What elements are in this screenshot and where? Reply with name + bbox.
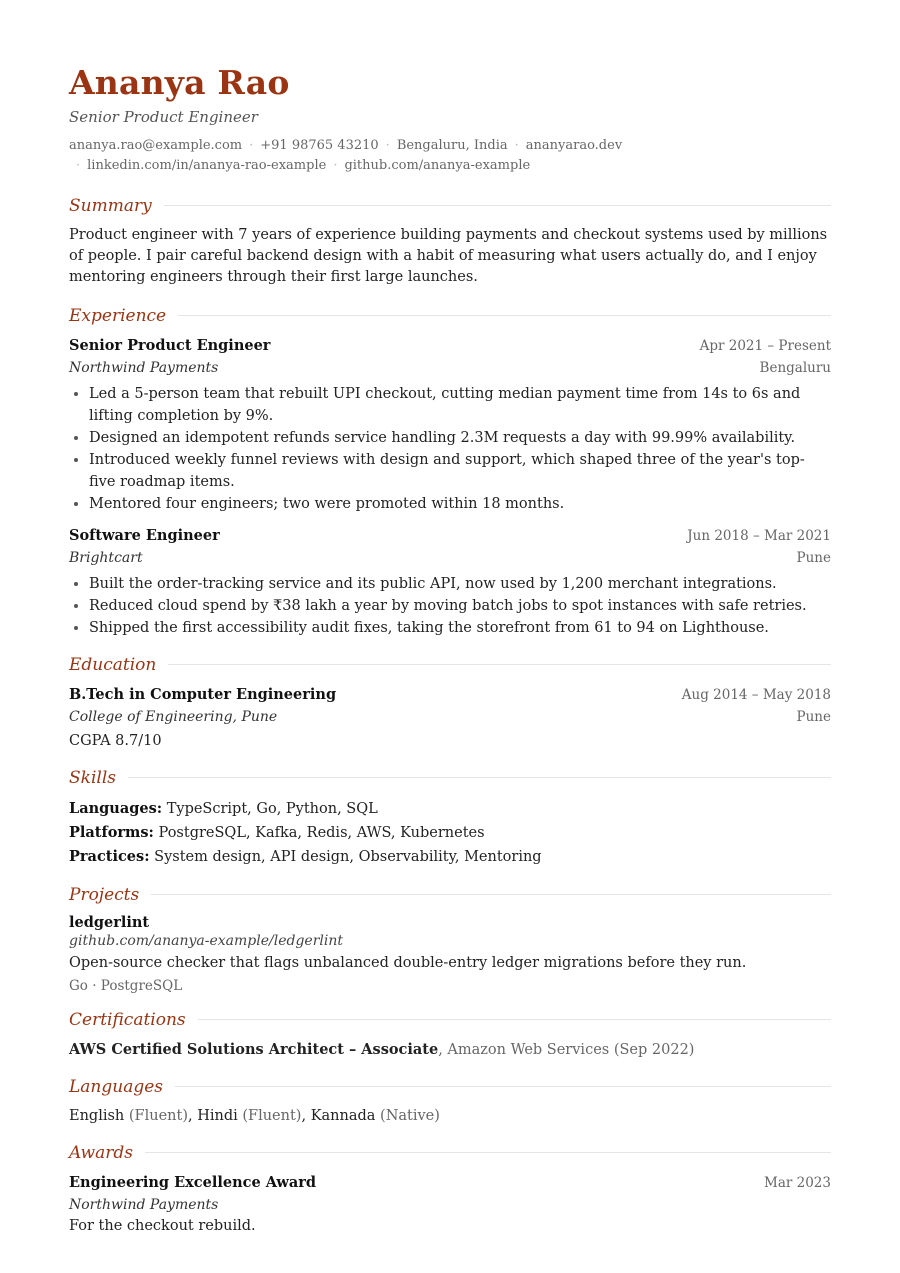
job-dates: Jun 2018 – Mar 2021 [687,527,831,544]
job-location: Bengaluru [759,359,831,376]
separator: · [76,157,81,173]
education-grade: CGPA 8.7/10 [69,732,162,749]
award-title: Engineering Excellence Award [69,1173,317,1191]
summary-text: Product engineer with 7 years of experience building payments and checkout systems used by millions of people. I pair careful backend design with a habit of measuring what users actually do, and I enjoy mentoring engineers through their first large launches. [69,226,828,285]
job-company: Northwind Payments [69,359,219,376]
job-bullet: • Led a 5-person team that rebuilt UPI checkout, cutting median payment time from 14s to 6s and lifting completion by 9%. [89,383,831,427]
job-bullet: • Introduced weekly funnel reviews with design and support, which shaped three of the year's top-five roadmap items. [89,449,831,493]
separator: · [514,137,519,153]
award-entry [69,1172,831,1237]
section-header-languages [69,1077,831,1097]
language-level: (Native) [375,1107,440,1124]
education-school: College of Engineering, Pune [69,708,278,725]
education-dates: Aug 2014 – May 2018 [681,686,831,703]
contact-github[interactable]: github.com/ananya-example [344,157,531,173]
section-title: Languages [69,1076,164,1097]
job-header [69,525,831,547]
certification-name: AWS Certified Solutions Architect – Associate [69,1040,439,1058]
job-bullet: • Shipped the first accessibility audit fixes, taking the storefront from 61 to 94 on Lighthouse. [89,617,831,639]
contact-email[interactable]: ananya.rao@example.com [69,137,243,153]
project-name: ledgerlint [69,913,150,931]
language-separator: , [301,1107,311,1124]
section-title: Experience [69,305,167,326]
language-level: (Fluent) [124,1107,188,1124]
section-divider [198,1019,831,1020]
project-url[interactable]: github.com/ananya-example/ledgerlint [69,932,343,949]
skill-value: System design, API design, Observability, Mentoring [154,848,542,865]
experience-entry [69,525,831,639]
section-divider [151,894,831,895]
section-header-skills [69,768,831,788]
award-note: For the checkout rebuild. [69,1217,256,1234]
section-header-certifications [69,1010,831,1030]
separator: · [385,137,390,153]
education-entry [69,684,831,752]
job-role: Senior Product Engineer [69,336,271,354]
award-date: Mar 2023 [764,1174,831,1191]
job-bullets [69,573,831,639]
separator: · [249,137,254,153]
certification-entry [69,1039,831,1061]
skill-label: Platforms: [69,823,154,841]
skill-label: Practices: [69,847,150,865]
education-degree: B.Tech in Computer Engineering [69,685,337,703]
job-bullet: • Designed an idempotent refunds service handling 2.3M requests a day with 99.99% availability. [89,427,831,449]
section-header-summary [69,196,831,216]
skill-value: TypeScript, Go, Python, SQL [166,800,378,817]
award-org: Northwind Payments [69,1196,219,1213]
language-name: Hindi [197,1107,238,1124]
section-header-projects [69,885,831,905]
experience-entry [69,335,831,515]
section-header-experience [69,306,831,326]
language-name: English [69,1107,125,1124]
project-description: Open-source checker that flags unbalanced double-entry ledger migrations before they run. [69,954,747,971]
languages-list [69,1106,831,1127]
education-header [69,684,831,706]
section-divider [168,664,831,665]
skill-row [69,821,831,845]
job-bullet: • Mentored four engineers; two were promoted within 18 months. [89,493,831,515]
section-divider [128,777,831,778]
skill-label: Languages: [69,799,163,817]
job-dates: Apr 2021 – Present [699,337,831,354]
contact-phone[interactable]: +91 98765 43210 [260,137,379,153]
separator: · [333,157,338,173]
skill-row [69,797,831,821]
contact-linkedin[interactable]: linkedin.com/in/ananya-rao-example [87,157,327,173]
section-title: Skills [69,767,116,788]
language-name: Kannada [310,1107,376,1124]
job-location: Pune [796,549,831,566]
section-divider [175,1086,831,1087]
job-company: Brightcart [69,549,143,566]
job-role: Software Engineer [69,526,220,544]
skill-row [69,845,831,869]
contact-info [69,136,831,176]
certification-issuer: , Amazon Web Services (Sep 2022) [438,1041,695,1058]
contact-line-2 [69,156,831,176]
job-subheader [69,547,831,569]
section-title: Certifications [69,1009,186,1030]
section-title: Education [69,654,157,675]
job-bullet: • Built the order-tracking service and its public API, now used by 1,200 merchant integrations. [89,573,831,595]
section-title: Projects [69,884,140,905]
section-title: Summary [69,195,152,216]
section-divider [164,205,831,206]
language-level: (Fluent) [237,1107,302,1124]
job-bullet: • Reduced cloud spend by ₹38 lakh a year by moving batch jobs to spot instances with safe retries. [89,595,831,617]
education-location: Pune [796,708,831,725]
skills-list [69,797,831,869]
education-subheader [69,706,831,728]
candidate-title: Senior Product Engineer [69,107,258,126]
contact-website[interactable]: ananyarao.dev [525,137,623,153]
job-subheader [69,357,831,379]
job-bullets [69,383,831,515]
section-divider [178,315,831,316]
section-title: Awards [69,1142,133,1163]
section-header-education [69,655,831,675]
project-tech: Go · PostgreSQL [69,977,183,994]
section-divider [145,1152,831,1153]
candidate-name: Ananya Rao [69,63,290,102]
project-entry [69,914,831,994]
skill-value: PostgreSQL, Kafka, Redis, AWS, Kubernetes [158,824,485,841]
language-separator: , [187,1107,198,1124]
job-header [69,335,831,357]
section-header-awards [69,1143,831,1163]
contact-location: Bengaluru, India [396,137,508,153]
contact-line-1 [69,136,831,156]
award-header [69,1172,831,1194]
